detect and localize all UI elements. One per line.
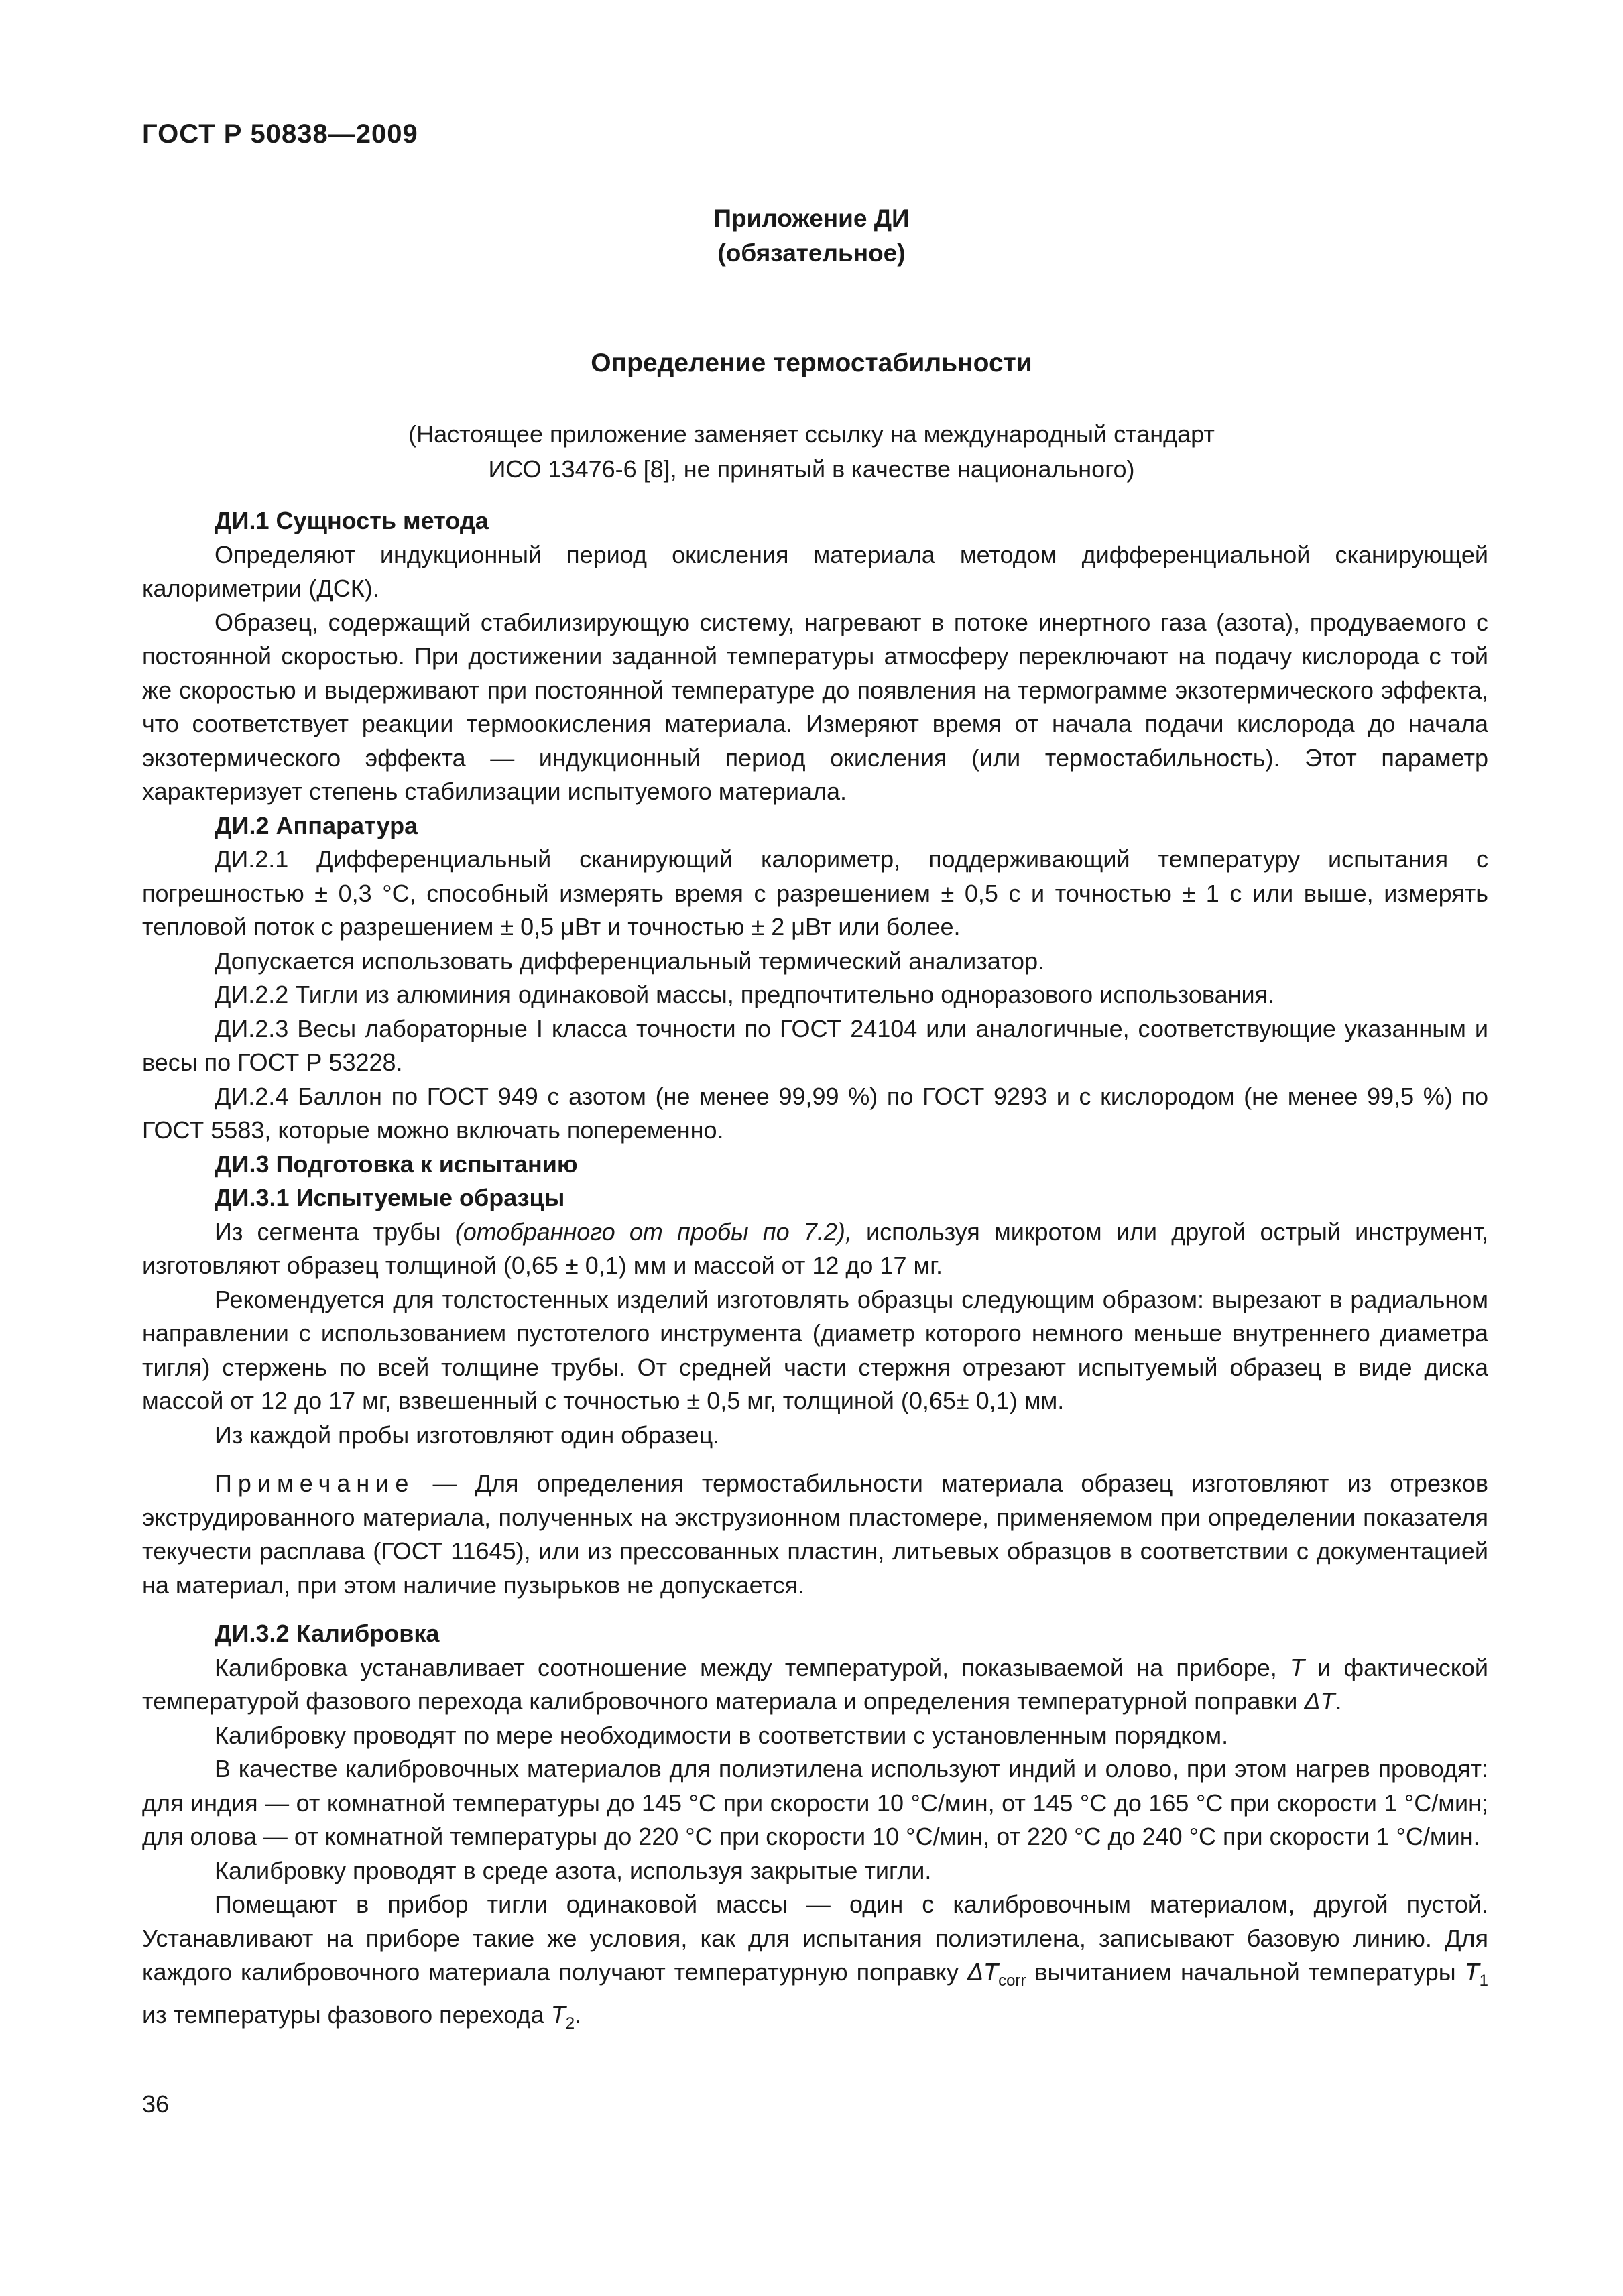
text-run: . (1335, 1687, 1342, 1715)
paragraph: Из каждой пробы изготовляют один образец. (215, 1421, 720, 1449)
note-label: Примечание (215, 1469, 415, 1497)
text-run: и фактической температурой фазового перехода калибровочного материала и определения температурной поправки (142, 1653, 1488, 1715)
symbol-delta-T: ΔT (1304, 1687, 1335, 1715)
appendix-label: Приложение ДИ (713, 204, 910, 232)
text-run: Из сегмента трубы (215, 1217, 455, 1246)
page-title: Определение термостабильности (591, 349, 1032, 377)
intro-note-line-2: ИСО 13476-6 [8], не принятый в качестве национального) (488, 455, 1135, 483)
subscript: 1 (1479, 1972, 1488, 1990)
symbol-delta-T: ΔT (967, 1958, 999, 1986)
subscript: corr (998, 1972, 1026, 1990)
section-heading-di3: ДИ.3 Подготовка к испытанию (215, 1150, 578, 1178)
text-run: Калибровка устанавливает соотношение между температурой, показываемой на приборе, (215, 1653, 1290, 1681)
appendix-heading (0, 201, 1623, 271)
document-body (142, 504, 1488, 2041)
section-heading-di3-2: ДИ.3.2 Калибровка (215, 1620, 440, 1647)
subscript: 2 (565, 2014, 575, 2033)
paragraph: Калибровку проводят по мере необходимости в соответствии с установленным порядком. (215, 1721, 1229, 1749)
paragraph: ДИ.2.2 Тигли из алюминия одинаковой массы, предпочтительно одноразового использования. (215, 981, 1275, 1008)
paragraph (142, 1215, 1488, 1283)
paragraph: В качестве калибровочных материалов для полиэтилена используют индий и олово, при этом нагрев проводят: для индия — от комнатной температуры до 145 °С при скорости 10 °С/мин, от 145 °С до 165 °С при скорости 1 °С/мин; для олова — от комнатной температуры до 220 °С при скорости 10 °С/мин, от 220 °С до 240 °С при скорости 1 °С/мин. (142, 1755, 1488, 1850)
paragraph: Образец, содержащий стабилизирующую систему, нагревают в потоке инертного газа (азота), продуваемого с постоянной скоростью. При достижении заданной температуры атмосферу переключают на подачу кислорода с той же скоростью и выдерживают при постоянной температуре до появления на термограмме экзотермического эффекта, что соответствует реакции термоокисления материала. Измеряют время от начала подачи кислорода до начала экзотермического эффекта — индукционный период окисления (или термостабильность). Этот параметр характеризует степень стабилизации испытуемого материала. (142, 608, 1488, 805)
symbol-T: T (1464, 1958, 1480, 1986)
paragraph: Рекомендуется для толстостенных изделий изготовлять образцы следующим образом: вырезают в радиальном направлении с использованием пустотелого инструмента (диаметр которого немного меньше внутреннего диаметра тигля) стержень по всей толщине трубы. От средней части стержня отрезают испытуемый образец в виде диска массой от 12 до 17 мг, взвешенный с точностью ± 0,5 мг, толщиной (0,65± 0,1) мм. (142, 1285, 1488, 1414)
text-run: . (575, 2000, 582, 2029)
section-heading-di2: ДИ.2 Аппаратура (215, 811, 418, 839)
text-run: из температуры фазового перехода (142, 2000, 551, 2029)
paragraph: ДИ.2.1 Дифференциальный сканирующий калориметр, поддерживающий температуру испытания с погрешностью ± 0,3 °С, способный измерять время с разрешением ± 0,5 с и точностью ± 1 с или выше, измерять тепловой поток с разрешением ± 0,5 μВт и точностью ± 2 μВт или более. (142, 845, 1488, 941)
paragraph: ДИ.2.4 Баллон по ГОСТ 949 с азотом (не менее 99,99 %) по ГОСТ 9293 и с кислородом (не менее 99,5 %) по ГОСТ 5583, которые можно включать попеременно. (142, 1082, 1488, 1144)
text-run-italic: (отобранного от пробы по 7.2), (455, 1217, 852, 1246)
section-heading-di1: ДИ.1 Сущность метода (215, 507, 489, 534)
symbol-T: T (1289, 1653, 1305, 1681)
paragraph: Калибровку проводят в среде азота, используя закрытые тигли. (215, 1856, 932, 1884)
text-run: используя микротом или другой острый инструмент, изготовляют образец толщиной (0,65 ± 0,1) мм и массой от 12 до 17 мг. (142, 1217, 1488, 1279)
paragraph: Определяют индукционный период окисления материала методом дифференциальной сканирующей калориметрии (ДСК). (142, 540, 1488, 602)
paragraph: Допускается использовать дифференциальный термический анализатор. (215, 947, 1045, 975)
paragraph (142, 1651, 1488, 1719)
text-run: Помещают в прибор тигли одинаковой массы — один с калибровочным материалом, другой пустой. Устанавливают на приборе такие же условия, как для испытания полиэтилена, записывают базовую линию. Для каждого калибровочного материала получают температурную поправку (142, 1890, 1488, 1986)
document-code-header: ГОСТ Р 50838—2009 (142, 119, 418, 149)
appendix-status: (обязательное) (717, 239, 906, 267)
page-number: 36 (142, 2090, 170, 2118)
intro-note-line-1: (Настоящее приложение заменяет ссылку на международный стандарт (408, 420, 1215, 448)
text-run: вычитанием начальной температуры (1026, 1958, 1465, 1986)
section-heading-di3-1: ДИ.3.1 Испытуемые образцы (215, 1184, 565, 1211)
paragraph: ДИ.2.3 Весы лабораторные I класса точности по ГОСТ 24104 или аналогичные, соответствующие указанным и весы по ГОСТ Р 53228. (142, 1014, 1488, 1076)
paragraph (142, 1888, 1488, 2041)
note-paragraph (142, 1467, 1488, 1602)
intro-note (0, 417, 1623, 487)
note-text: — Для определения термостабильности материала образец изготовляют из отрезков экструдированного материала, полученных на экструзионном пластомере, применяемом при определении показателя текучести расплава (ГОСТ 11645), или из прессованных пластин, литьевых образцов в соответствии с документацией на материал, при этом наличие пузырьков не допускается. (142, 1469, 1488, 1599)
symbol-T: T (550, 2000, 566, 2029)
